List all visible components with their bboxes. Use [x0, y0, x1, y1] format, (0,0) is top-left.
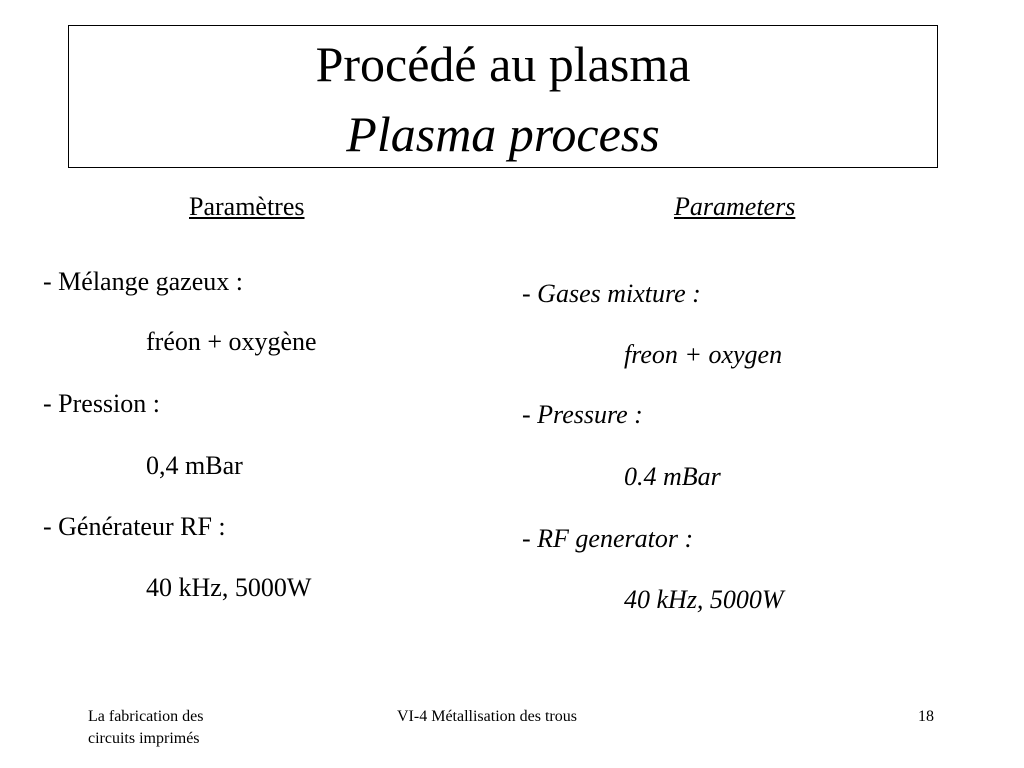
- title-box: [68, 25, 938, 168]
- french-rf-generator-value: 40 kHz, 5000W: [146, 573, 312, 602]
- english-rf-generator-value: 40 kHz, 5000W: [624, 585, 784, 614]
- list-dash: -: [522, 400, 538, 429]
- english-gas-mixture-value: freon + oxygen: [624, 340, 783, 369]
- english-rf-generator-text: RF generator :: [537, 524, 694, 553]
- english-column-header: Parameters: [674, 192, 796, 221]
- footer-page-number: 18: [918, 708, 934, 725]
- list-dash: -: [522, 279, 538, 308]
- french-pressure-label: - Pression :: [43, 389, 160, 418]
- footer-section-title: VI-4 Métallisation des trous: [397, 708, 577, 725]
- french-gas-mixture-label: - Mélange gazeux :: [43, 267, 243, 296]
- english-pressure-value: 0.4 mBar: [624, 462, 721, 491]
- english-gas-mixture-label: [522, 278, 701, 310]
- footer-course-title: [88, 706, 204, 750]
- list-dash: -: [522, 524, 538, 553]
- slide-title-french: Procédé au plasma: [315, 36, 691, 92]
- footer-course-title-line2: circuits imprimés: [88, 730, 200, 747]
- french-pressure-value: 0,4 mBar: [146, 451, 243, 480]
- english-rf-generator-label: [522, 523, 693, 555]
- english-gas-mixture-text: Gases mixture :: [537, 279, 701, 308]
- english-pressure-label: [522, 399, 643, 431]
- slide-title-english: Plasma process: [346, 106, 660, 162]
- english-pressure-text: Pressure :: [537, 400, 643, 429]
- french-gas-mixture-value: fréon + oxygène: [146, 327, 317, 356]
- french-column-header: Paramètres: [189, 192, 305, 221]
- footer-course-title-line1: La fabrication des: [88, 708, 204, 725]
- french-rf-generator-label: - Générateur RF :: [43, 512, 226, 541]
